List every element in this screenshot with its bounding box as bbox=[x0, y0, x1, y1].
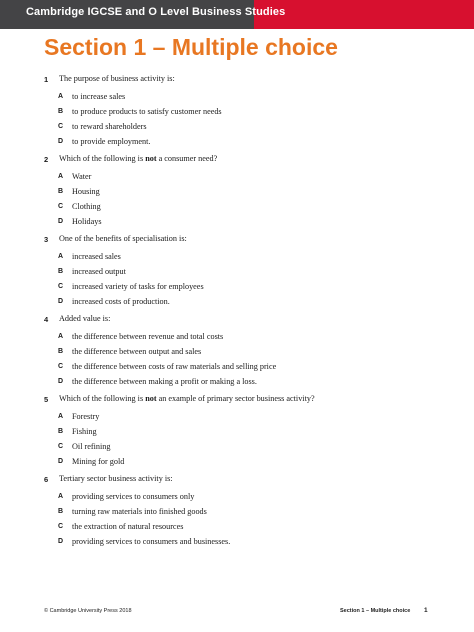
question-text bbox=[59, 74, 175, 83]
option-text: the extraction of natural resources bbox=[72, 522, 184, 531]
option-letter: A bbox=[58, 493, 64, 500]
option-text: providing services to consumers only bbox=[72, 492, 195, 501]
footer-section-label: Section 1 – Multiple choice bbox=[340, 608, 411, 614]
question-number: 3 bbox=[44, 235, 49, 244]
question-number: 2 bbox=[44, 155, 49, 164]
option-text: Fishing bbox=[72, 427, 97, 436]
option-text: providing services to consumers and businesses. bbox=[72, 537, 231, 546]
header-accent-block bbox=[254, 0, 474, 29]
option-text: Oil refining bbox=[72, 442, 111, 451]
option-text: the difference between output and sales bbox=[72, 347, 202, 356]
question-text-end: a consumer need? bbox=[156, 154, 218, 163]
option-text: increased output bbox=[72, 267, 126, 276]
option-text: the difference between revenue and total costs bbox=[72, 332, 224, 341]
option-letter: A bbox=[58, 413, 64, 420]
question-text bbox=[59, 474, 173, 483]
option-letter: C bbox=[58, 523, 64, 530]
question-text bbox=[59, 394, 315, 403]
option-letter: C bbox=[58, 443, 64, 450]
option-letter: A bbox=[58, 173, 64, 180]
question-text-start: One of the benefits of specialisation is: bbox=[59, 234, 187, 243]
option-letter: B bbox=[58, 188, 64, 195]
book-title: Cambridge IGCSE and O Level Business Studies bbox=[26, 6, 286, 18]
option-letter: A bbox=[58, 253, 64, 260]
option-text: Forestry bbox=[72, 412, 100, 421]
footer-copyright: © Cambridge University Press 2018 bbox=[44, 608, 132, 614]
question-text-start: Added value is: bbox=[59, 314, 111, 323]
question-emphasis: not bbox=[145, 394, 157, 403]
question-number: 1 bbox=[44, 75, 49, 84]
option-text: Clothing bbox=[72, 202, 101, 211]
option-letter: B bbox=[58, 428, 64, 435]
question-text bbox=[59, 314, 110, 323]
option-letter: D bbox=[58, 458, 64, 465]
option-text: to increase sales bbox=[72, 92, 126, 101]
option-text: the difference between costs of raw materials and selling price bbox=[72, 362, 277, 371]
option-letter: B bbox=[58, 108, 64, 115]
option-letter: A bbox=[58, 333, 64, 340]
option-letter: B bbox=[58, 508, 64, 515]
option-text: Mining for gold bbox=[72, 457, 125, 466]
page-number: 1 bbox=[424, 607, 428, 614]
question-text-end: an example of primary sector business activity? bbox=[156, 394, 315, 403]
option-text: Holidays bbox=[72, 217, 102, 226]
option-text: Water bbox=[72, 172, 92, 181]
option-text: turning raw materials into finished goods bbox=[72, 507, 207, 516]
question-number: 4 bbox=[44, 315, 49, 324]
option-text: to reward shareholders bbox=[72, 122, 147, 131]
question-number: 6 bbox=[44, 475, 49, 484]
option-text: the difference between making a profit or making a loss. bbox=[72, 377, 257, 386]
option-letter: C bbox=[58, 283, 64, 290]
question-text bbox=[59, 234, 187, 243]
question-text-start: The purpose of business activity is: bbox=[59, 74, 175, 83]
question-text-start: Tertiary sector business activity is: bbox=[59, 474, 173, 483]
option-letter: D bbox=[58, 218, 64, 225]
option-letter: C bbox=[58, 363, 64, 370]
option-letter: D bbox=[58, 138, 64, 145]
option-letter: B bbox=[58, 348, 64, 355]
option-text: increased sales bbox=[72, 252, 121, 261]
option-text: increased costs of production. bbox=[72, 297, 170, 306]
question-emphasis: not bbox=[145, 154, 157, 163]
option-letter: B bbox=[58, 268, 64, 275]
option-text: Housing bbox=[72, 187, 100, 196]
question-text bbox=[59, 154, 217, 163]
question-text-start: Which of the following is bbox=[59, 394, 146, 403]
option-letter: C bbox=[58, 123, 64, 130]
question-text-start: Which of the following is bbox=[59, 154, 146, 163]
option-text: to provide employment. bbox=[72, 137, 151, 146]
option-text: increased variety of tasks for employees bbox=[72, 282, 204, 291]
question-number: 5 bbox=[44, 395, 49, 404]
option-letter: D bbox=[58, 378, 64, 385]
option-text: to produce products to satisfy customer needs bbox=[72, 107, 222, 116]
option-letter: A bbox=[58, 93, 64, 100]
option-letter: D bbox=[58, 298, 64, 305]
option-letter: C bbox=[58, 203, 64, 210]
option-letter: D bbox=[58, 538, 64, 545]
section-title: Section 1 – Multiple choice bbox=[44, 34, 338, 60]
